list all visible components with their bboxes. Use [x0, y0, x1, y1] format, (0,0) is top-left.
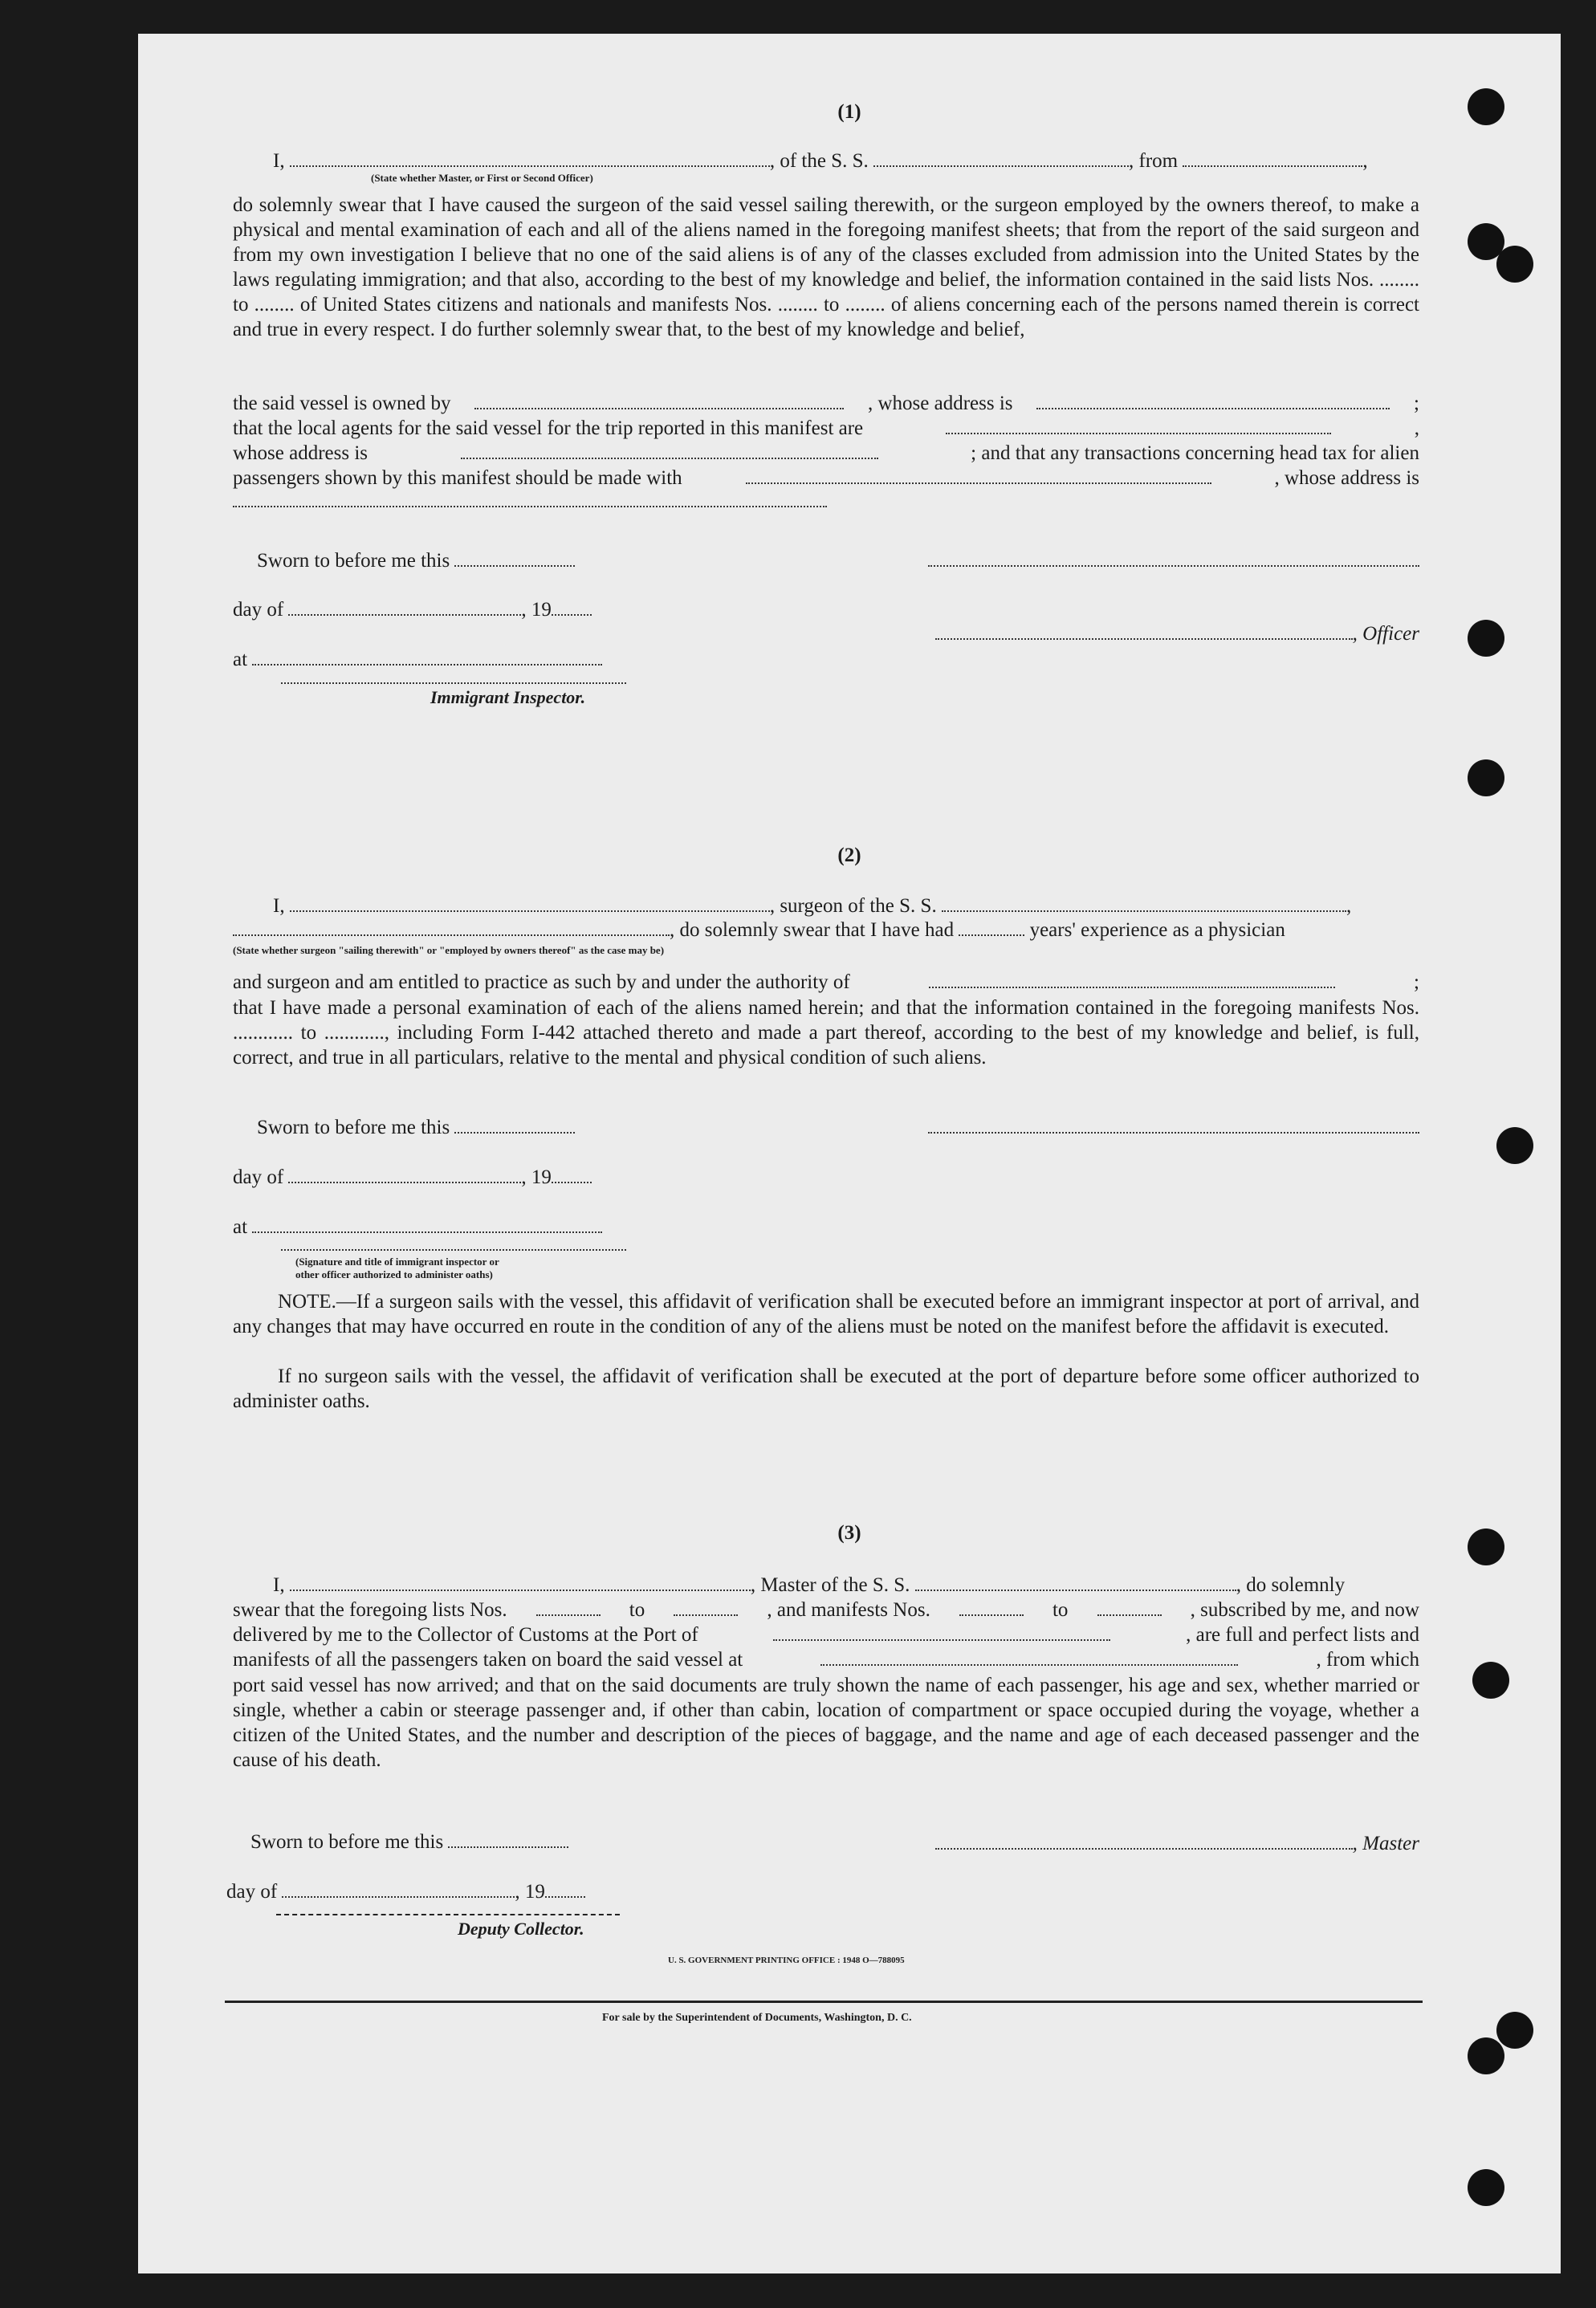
boarding-port-field[interactable]	[820, 1648, 1238, 1666]
head-tax-contact-field[interactable]	[746, 466, 1211, 484]
surgeon-signature-field[interactable]	[928, 1132, 1419, 1134]
from-port-field[interactable]	[1183, 149, 1362, 167]
sworn-line-3: Sworn to before me this	[250, 1830, 636, 1854]
boarding-line: manifests of all the passengers taken on board the said vessel at , from which	[233, 1649, 1419, 1671]
officer-signature-field[interactable]	[935, 622, 1353, 640]
section-number: (3)	[837, 1522, 861, 1544]
lists-from-field[interactable]	[536, 1598, 601, 1616]
binder-hole	[1496, 2012, 1533, 2049]
inspector-signature-field-2[interactable]	[281, 1249, 626, 1251]
master-line-3: I, , Master of the S. S. , do solemnly	[273, 1574, 1346, 1596]
agents-address-line: whose address is ; and that any transactions concerning head tax for alien	[233, 442, 1419, 464]
authority-field[interactable]	[929, 971, 1335, 988]
binder-hole	[1472, 1662, 1509, 1699]
owner-address-field[interactable]	[1036, 392, 1390, 409]
surgeon-instruction: (State whether surgeon "sailing therewith" or "employed by owners thereof" as the case may be)	[233, 944, 665, 956]
vessel-name-field-3[interactable]	[915, 1573, 1236, 1591]
sworn-date-field-3[interactable]	[448, 1830, 568, 1848]
binder-hole	[1468, 2037, 1504, 2074]
master-line: I, , of the S. S. , from ,	[273, 150, 1368, 172]
experience-line: , do solemnly swear that I have had years' experience as a physician	[233, 918, 1419, 942]
binder-hole	[1468, 2169, 1504, 2206]
master-name-field[interactable]	[290, 1573, 751, 1591]
surgeon-line: I, , surgeon of the S. S. ,	[273, 895, 1352, 917]
inspector-signature-field[interactable]	[281, 682, 626, 684]
lists-line: swear that the foregoing lists Nos. to , and manifests Nos. to , subscribed by me, and now	[233, 1599, 1419, 1621]
sworn-date-field[interactable]	[454, 549, 575, 567]
owner-line: the said vessel is owned by , whose address is ;	[233, 393, 1419, 414]
affidavit-text-2: that I have made a personal examination of each of the aliens named herein; and that the information contained in the foregoing manifests Nos. ............ to ............, including Form I-442 attached thereto and made a part thereof, according to the best of my knowledge and belief, is full, correct, and true in all particulars, relative to the mental and physical condition of such aliens.	[233, 997, 1419, 1069]
at-line: at	[233, 648, 650, 672]
head-tax-line: passengers shown by this manifest should be made with , whose address is	[233, 467, 1419, 489]
binder-hole	[1468, 759, 1504, 796]
day-of-line: day of , 19	[233, 598, 650, 622]
sale-notice: For sale by the Superintendent of Documents, Washington, D. C.	[602, 2012, 912, 2024]
vessel-name-field[interactable]	[873, 149, 1129, 167]
affidavit-text-1: do solemnly swear that I have caused the surgeon of the said vessel sailing therewith, or the surgeon employed by the owners thereof, to make a physical and mental examination of each and all of the aliens named in the foregoing manifest sheets; that from the report of the said surgeon and from my own investigation I believe that no one of the said aliens is of any of the classes excluded from admission into the United States by the laws regulating immigration; and that also, according to the best of my knowledge and belief, the information contained in the said lists Nos. ........ to ........ of United States citizens and nationals and manifests Nos. ........ to ........ of aliens concerning each of the persons named therein is correct and true in every respect. I do further solemnly swear that, to the best of my knowledge and belief,	[233, 194, 1419, 340]
agents-line: that the local agents for the said vessel for the trip reported in this manifest are ,	[233, 417, 1419, 439]
inspector-caption: Immigrant Inspector.	[430, 687, 586, 707]
officer-sign-line: , Officer	[928, 622, 1419, 646]
year-field[interactable]	[552, 598, 592, 616]
binder-hole	[1496, 1127, 1533, 1164]
note-paragraph: NOTE.—If a surgeon sails with the vessel, this affidavit of verification shall be executed before an immigrant inspector at port of arrival, and any changes that may have occurred en route in the condition of any of the aliens must be noted on the manifest before the affidavit is executed.	[233, 1291, 1419, 1337]
officer-name-field[interactable]	[290, 149, 770, 167]
agents-address-field[interactable]	[461, 442, 878, 459]
form-sheet	[138, 34, 1561, 2273]
officer-instruction: (State whether Master, or First or Second Officer)	[371, 172, 593, 184]
sworn-line-2: Sworn to before me this	[257, 1116, 642, 1140]
month-field-2[interactable]	[288, 1166, 521, 1183]
surgeon-name-field[interactable]	[290, 894, 770, 912]
year-field-3[interactable]	[545, 1880, 585, 1898]
master-signature-field[interactable]	[935, 1832, 1353, 1850]
day-of-line-3: day of , 19	[226, 1880, 644, 1904]
signature-field[interactable]	[928, 565, 1419, 567]
collector-caption: Deputy Collector.	[458, 1919, 584, 1939]
vessel-name-field-2[interactable]	[942, 894, 1346, 912]
years-field[interactable]	[959, 918, 1024, 936]
lists-to-field[interactable]	[674, 1598, 738, 1616]
manifests-to-field[interactable]	[1097, 1598, 1162, 1616]
month-field[interactable]	[288, 598, 521, 616]
day-of-line-2: day of , 19	[233, 1166, 650, 1190]
collector-signature-field[interactable]	[276, 1914, 620, 1915]
section-number: (2)	[837, 845, 861, 866]
master-sign-line: , Master	[923, 1832, 1419, 1856]
footer-rule	[225, 2001, 1423, 2003]
signature-caption-1: (Signature and title of immigrant inspector or	[295, 1256, 499, 1268]
sworn-date-field-2[interactable]	[454, 1116, 575, 1134]
local-agents-field[interactable]	[946, 417, 1331, 434]
at-place-field-2[interactable]	[252, 1215, 602, 1233]
section-number: (1)	[837, 101, 861, 123]
manifests-from-field[interactable]	[959, 1598, 1024, 1616]
month-field-3[interactable]	[282, 1880, 515, 1898]
printing-office-imprint: U. S. GOVERNMENT PRINTING OFFICE : 1948 O—788095	[668, 1956, 905, 1965]
note-paragraph-2: If no surgeon sails with the vessel, the affidavit of verification shall be executed at the port of departure before some officer authorized to administer oaths.	[233, 1366, 1419, 1412]
authority-line: and surgeon and am entitled to practice as such by and under the authority of ;	[233, 971, 1419, 993]
sworn-line: Sworn to before me this	[257, 549, 642, 573]
collector-port-line: delivered by me to the Collector of Customs at the Port of , are full and perfect lists and	[233, 1624, 1419, 1646]
affidavit-text-3: port said vessel has now arrived; and that on the said documents are truly shown the name of each passenger, his age and sex, whether married or single, whether a cabin or steerage passenger and, if other than cabin, location of compartment or space occupied during the voyage, whether a citizen of the United States, and the number and description of the pieces of baggage, and the name and age of each deceased passenger and the cause of his death.	[233, 1675, 1419, 1771]
year-field-2[interactable]	[552, 1166, 592, 1183]
signature-caption-2: other officer authorized to administer oaths)	[295, 1268, 493, 1280]
binder-hole	[1468, 620, 1504, 657]
at-line-2: at	[233, 1215, 650, 1239]
owner-field[interactable]	[474, 392, 844, 409]
surgeon-status-field[interactable]	[233, 918, 670, 936]
head-tax-address-field[interactable]	[233, 506, 827, 507]
port-field[interactable]	[773, 1623, 1110, 1641]
binder-hole	[1496, 246, 1533, 283]
at-place-field[interactable]	[252, 648, 602, 666]
